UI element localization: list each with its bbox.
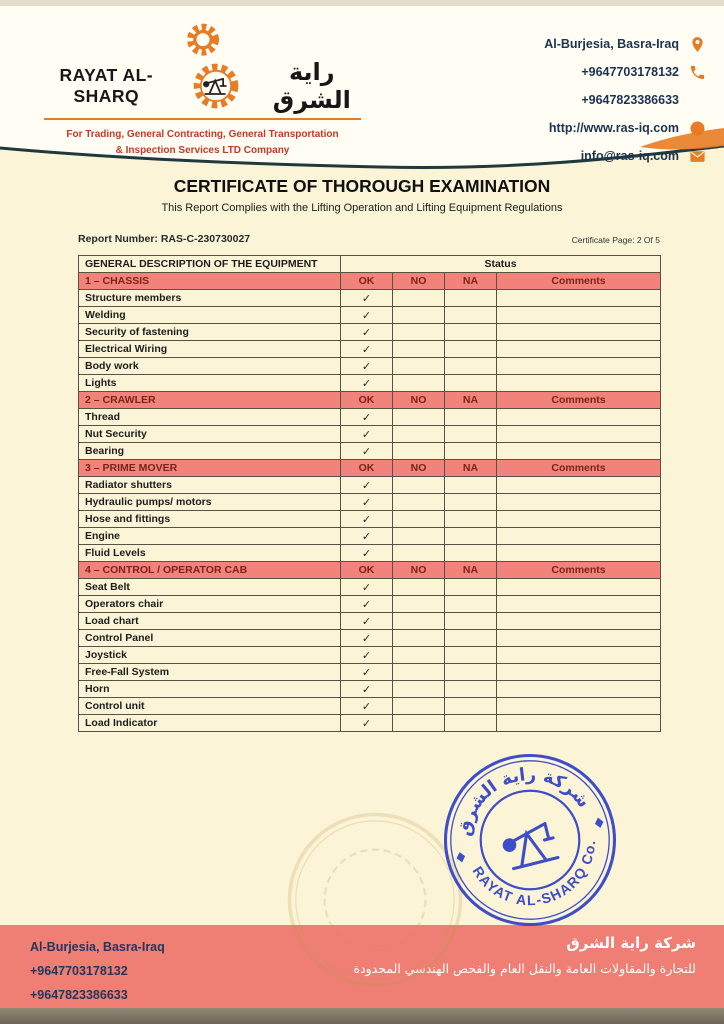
item-na-cell: [445, 698, 497, 715]
item-comments-cell: [497, 443, 661, 460]
contact-text: info@ras-iq.com: [580, 149, 679, 163]
item-ok-cell: ✓: [341, 443, 393, 460]
item-label: Nut Security: [79, 426, 341, 443]
item-ok-cell: ✓: [341, 630, 393, 647]
stamp-arabic-text: شركة راية الشرق: [454, 765, 594, 838]
item-row: [79, 715, 661, 732]
item-no-cell: [393, 613, 445, 630]
scan-edge: [0, 0, 724, 6]
item-na-cell: [445, 596, 497, 613]
page-subtitle: This Report Complies with the Lifting Operation and Lifting Equipment Regulations: [161, 202, 563, 214]
stamp-right-diamond: [594, 817, 605, 829]
item-ok-cell: ✓: [341, 409, 393, 426]
item-na-cell: [445, 613, 497, 630]
item-na-cell: [445, 341, 497, 358]
item-label: Control unit: [79, 698, 341, 715]
item-comments-cell: [497, 324, 661, 341]
item-na-cell: [445, 528, 497, 545]
column-header-comments: Comments: [497, 562, 661, 579]
section-row: [79, 562, 661, 579]
contact-row: [436, 114, 706, 142]
section-title: 2 – CRAWLER: [79, 392, 341, 409]
globe-icon: [689, 120, 706, 137]
item-no-cell: [393, 324, 445, 341]
item-ok-cell: ✓: [341, 715, 393, 732]
contact-list: [436, 30, 706, 170]
item-comments-cell: [497, 358, 661, 375]
item-no-cell: [393, 579, 445, 596]
item-comments-cell: [497, 715, 661, 732]
column-header-comments: Comments: [497, 460, 661, 477]
section-row: [79, 460, 661, 477]
item-no-cell: [393, 647, 445, 664]
item-label: Load chart: [79, 613, 341, 630]
item-label: Fluid Levels: [79, 545, 341, 562]
report-info-row: [78, 233, 660, 245]
item-na-cell: [445, 358, 497, 375]
item-comments-cell: [497, 375, 661, 392]
item-na-cell: [445, 715, 497, 732]
item-no-cell: [393, 511, 445, 528]
tagline-line1: For Trading, General Contracting, General Transportation: [66, 129, 339, 140]
column-header-no: NO: [393, 460, 445, 477]
item-label: Hose and fittings: [79, 511, 341, 528]
item-no-cell: [393, 358, 445, 375]
item-no-cell: [393, 545, 445, 562]
item-row: [79, 290, 661, 307]
item-label: Electrical Wiring: [79, 341, 341, 358]
contact-row: [436, 30, 706, 58]
contact-text: http://www.ras-iq.com: [548, 121, 679, 135]
item-no-cell: [393, 681, 445, 698]
item-comments-cell: [497, 647, 661, 664]
footer-arabic-company: شركة راية الشرق: [566, 934, 696, 952]
item-comments-cell: [497, 290, 661, 307]
scan-shadow: [0, 1008, 724, 1024]
item-na-cell: [445, 494, 497, 511]
item-label: Lights: [79, 375, 341, 392]
item-ok-cell: ✓: [341, 698, 393, 715]
equipment-table: [78, 255, 661, 732]
company-name-arabic: راية الشرق: [272, 58, 351, 114]
item-label: Hydraulic pumps/ motors: [79, 494, 341, 511]
item-label: Horn: [79, 681, 341, 698]
item-label: Seat Belt: [79, 579, 341, 596]
item-row: [79, 324, 661, 341]
item-no-cell: [393, 630, 445, 647]
item-no-cell: [393, 341, 445, 358]
column-header-no: NO: [393, 562, 445, 579]
item-label: Load Indicator: [79, 715, 341, 732]
column-header-no: NO: [393, 273, 445, 290]
item-no-cell: [393, 494, 445, 511]
equipment-description-header: GENERAL DESCRIPTION OF THE EQUIPMENT: [79, 256, 341, 273]
section-title: 1 – CHASSIS: [79, 273, 341, 290]
item-ok-cell: ✓: [341, 324, 393, 341]
item-label: Structure members: [79, 290, 341, 307]
item-comments-cell: [497, 698, 661, 715]
item-no-cell: [393, 596, 445, 613]
section-row: [79, 273, 661, 290]
item-comments-cell: [497, 511, 661, 528]
logo-divider: [44, 118, 361, 120]
item-na-cell: [445, 375, 497, 392]
footer-phone2: +9647823386633: [30, 987, 128, 1002]
item-row: [79, 681, 661, 698]
item-no-cell: [393, 698, 445, 715]
item-comments-cell: [497, 681, 661, 698]
item-comments-cell: [497, 664, 661, 681]
pumpjack-gear-icon: [191, 61, 241, 111]
contact-text: +9647823386633: [581, 93, 679, 107]
stamp-left-diamond: [455, 851, 466, 863]
column-header-ok: OK: [341, 273, 393, 290]
status-header: Status: [341, 256, 661, 273]
contact-row: [436, 86, 706, 114]
item-ok-cell: ✓: [341, 511, 393, 528]
item-comments-cell: [497, 426, 661, 443]
item-ok-cell: ✓: [341, 596, 393, 613]
footer-arabic-tagline: للتجارة والمقاولات العامة والنقل العام والفحص الهندسي المحدودة: [353, 961, 696, 976]
item-ok-cell: ✓: [341, 290, 393, 307]
item-row: [79, 664, 661, 681]
stamp-company-text: RAYAT AL-SHARQ Co.: [469, 839, 599, 909]
item-label: Control Panel: [79, 630, 341, 647]
column-header-comments: Comments: [497, 392, 661, 409]
item-no-cell: [393, 664, 445, 681]
column-header-ok: OK: [341, 562, 393, 579]
logo-row: [30, 58, 375, 114]
item-ok-cell: ✓: [341, 664, 393, 681]
item-row: [79, 341, 661, 358]
item-comments-cell: [497, 409, 661, 426]
item-label: Engine: [79, 528, 341, 545]
item-label: Joystick: [79, 647, 341, 664]
column-header-ok: OK: [341, 392, 393, 409]
item-row: [79, 494, 661, 511]
item-comments-cell: [497, 630, 661, 647]
item-na-cell: [445, 307, 497, 324]
item-na-cell: [445, 290, 497, 307]
item-ok-cell: ✓: [341, 477, 393, 494]
item-no-cell: [393, 409, 445, 426]
location-icon: [689, 36, 706, 53]
item-label: Body work: [79, 358, 341, 375]
footer-contact-block: [30, 936, 165, 1007]
item-row: [79, 443, 661, 460]
column-header-na: NA: [445, 460, 497, 477]
item-comments-cell: [497, 596, 661, 613]
item-na-cell: [445, 579, 497, 596]
item-no-cell: [393, 375, 445, 392]
item-row: [79, 545, 661, 562]
column-header-na: NA: [445, 273, 497, 290]
no-icon: [689, 92, 706, 109]
company-name-english: RAYAT AL-SHARQ: [59, 65, 154, 106]
item-na-cell: [445, 664, 497, 681]
item-ok-cell: ✓: [341, 341, 393, 358]
item-comments-cell: [497, 477, 661, 494]
item-row: [79, 698, 661, 715]
item-ok-cell: ✓: [341, 579, 393, 596]
item-label: Security of fastening: [79, 324, 341, 341]
item-na-cell: [445, 477, 497, 494]
report-number: Report Number: RAS-C-230730027: [78, 233, 251, 245]
item-label: Free-Fall System: [79, 664, 341, 681]
item-row: [79, 647, 661, 664]
svg-text:شركة راية الشرق: [443, 750, 596, 842]
table-header-row: [79, 256, 661, 273]
item-row: [79, 375, 661, 392]
contact-text: +9647703178132: [581, 65, 679, 79]
item-label: Thread: [79, 409, 341, 426]
section-row: [79, 392, 661, 409]
email-icon: [689, 148, 706, 165]
column-header-na: NA: [445, 562, 497, 579]
item-na-cell: [445, 409, 497, 426]
item-ok-cell: ✓: [341, 358, 393, 375]
item-row: [79, 613, 661, 630]
item-row: [79, 358, 661, 375]
item-na-cell: [445, 545, 497, 562]
item-ok-cell: ✓: [341, 681, 393, 698]
item-label: Bearing: [79, 443, 341, 460]
item-row: [79, 477, 661, 494]
item-comments-cell: [497, 307, 661, 324]
item-na-cell: [445, 630, 497, 647]
item-row: [79, 596, 661, 613]
column-header-comments: Comments: [497, 273, 661, 290]
gear-icon: [30, 20, 375, 56]
item-ok-cell: ✓: [341, 528, 393, 545]
item-row: [79, 426, 661, 443]
svg-text:RAYAT AL-SHARQ Co.: [468, 835, 610, 922]
item-row: [79, 579, 661, 596]
item-row: [79, 511, 661, 528]
phone-icon: [689, 64, 706, 81]
item-ok-cell: ✓: [341, 307, 393, 324]
company-logo: [30, 20, 375, 158]
section-title: 4 – CONTROL / OPERATOR CAB: [79, 562, 341, 579]
item-label: Operators chair: [79, 596, 341, 613]
item-row: [79, 307, 661, 324]
item-label: Radiator shutters: [79, 477, 341, 494]
item-comments-cell: [497, 613, 661, 630]
item-comments-cell: [497, 494, 661, 511]
stamp-pumpjack-icon: [501, 823, 558, 870]
item-comments-cell: [497, 528, 661, 545]
item-ok-cell: ✓: [341, 426, 393, 443]
item-label: Welding: [79, 307, 341, 324]
item-no-cell: [393, 715, 445, 732]
item-ok-cell: ✓: [341, 545, 393, 562]
equipment-table-body: [79, 273, 661, 732]
tagline-line2: & Inspection Services LTD Company: [115, 144, 290, 156]
column-header-na: NA: [445, 392, 497, 409]
company-tagline: [30, 127, 375, 158]
contact-row: [436, 142, 706, 170]
page-title: CERTIFICATE OF THOROUGH EXAMINATION: [173, 176, 551, 196]
item-no-cell: [393, 443, 445, 460]
item-na-cell: [445, 324, 497, 341]
item-comments-cell: [497, 579, 661, 596]
footer-address: Al-Burjesia, Basra-Iraq: [30, 940, 165, 954]
certificate-page-label: Certificate Page: 2 Of 5: [571, 235, 660, 245]
item-row: [79, 409, 661, 426]
item-ok-cell: ✓: [341, 647, 393, 664]
contact-text: Al-Burjesia, Basra-Iraq: [544, 37, 679, 51]
item-no-cell: [393, 290, 445, 307]
column-header-ok: OK: [341, 460, 393, 477]
item-ok-cell: ✓: [341, 375, 393, 392]
item-na-cell: [445, 426, 497, 443]
item-row: [79, 630, 661, 647]
item-no-cell: [393, 528, 445, 545]
item-ok-cell: ✓: [341, 494, 393, 511]
item-comments-cell: [497, 341, 661, 358]
item-ok-cell: ✓: [341, 613, 393, 630]
item-comments-cell: [497, 545, 661, 562]
column-header-no: NO: [393, 392, 445, 409]
item-na-cell: [445, 681, 497, 698]
footer-phone1: +9647703178132: [30, 963, 128, 978]
item-no-cell: [393, 477, 445, 494]
item-na-cell: [445, 443, 497, 460]
item-no-cell: [393, 426, 445, 443]
section-title: 3 – PRIME MOVER: [79, 460, 341, 477]
item-na-cell: [445, 647, 497, 664]
contact-row: [436, 58, 706, 86]
item-na-cell: [445, 511, 497, 528]
item-no-cell: [393, 307, 445, 324]
item-row: [79, 528, 661, 545]
